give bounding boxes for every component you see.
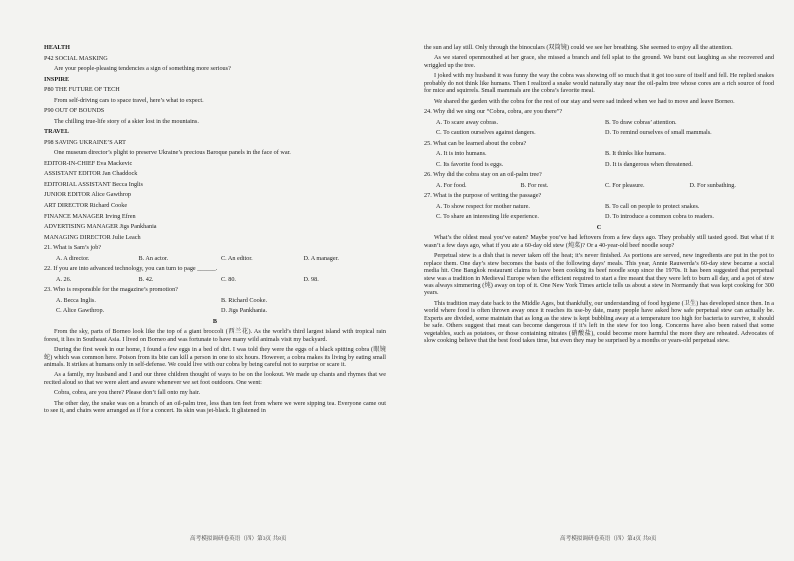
paragraph: We shared the garden with the cobra for the rest of our stay and were sad indeed when we had to move and leave Borneo. [434, 97, 735, 105]
section-heading-b: B [212, 317, 218, 325]
contents-line: The chilling true-life story of a skier lost in the mountains. [54, 117, 199, 125]
option-b: B. 42. [138, 275, 154, 283]
page-footer-left: 高考模拟调研卷英语（四）第3页 共8页 [190, 536, 287, 542]
option-d: D. To introduce a common cobra to readers. [605, 213, 714, 221]
contents-line: P98 SAVING UKRAINE’S ART [44, 138, 126, 146]
contents-line: FINANCE MANAGER Irving Efren [44, 212, 136, 220]
option-c: C. For pleasure. [605, 181, 645, 189]
contents-line: MANAGING DIRECTOR Julie Leach [44, 233, 141, 241]
contents-line: ASSISTANT EDITOR Jan Chaddock [44, 170, 138, 178]
options-row [424, 203, 774, 210]
contents-line: From self-driving cars to space travel, here’s what to expect. [54, 96, 204, 104]
option-b: B. Richard Cooke. [221, 296, 268, 304]
contents-line: EDITORIAL ASSISTANT Becca Inglis [44, 180, 143, 188]
option-b: B. To call on people to protect snakes. [605, 202, 700, 210]
option-a: A. To show respect for mother nature. [436, 202, 530, 210]
option-a: A. A director. [56, 254, 90, 262]
option-b: B. To draw cobras’ attention. [605, 118, 677, 126]
contents-line: One museum director’s plight to preserve Ukraine’s precious Baroque panels in the face of war. [54, 149, 291, 157]
options-row [424, 213, 774, 220]
options-row [44, 255, 386, 262]
contents-line: P80 THE FUTURE OF TECH [44, 86, 120, 94]
right-column [424, 44, 774, 347]
question-24 [424, 108, 774, 137]
contents-list [44, 44, 386, 241]
option-a: A. For food. [436, 181, 467, 189]
page-footer-right: 高考模拟调研卷英语（四）第4页 共8页 [560, 536, 657, 542]
paragraph: the sun and lay still. Only through the binoculars (双筒镜) could we see her breathing. She seemed to enjoy all the attention. [424, 44, 733, 51]
option-d: D. To remind ourselves of small mammals. [605, 129, 712, 137]
option-a: A. It is into humans. [436, 150, 487, 158]
option-a: A. 26. [56, 275, 72, 283]
section-label: HEALTH [44, 44, 70, 51]
question-27 [424, 192, 774, 221]
contents-line: P90 OUT OF BOUNDS [44, 107, 105, 115]
question-stem: 27. What is the purpose of writing the passage? [424, 192, 542, 200]
question-22 [44, 265, 386, 283]
option-b: B. It thinks like humans. [605, 150, 666, 158]
paragraph: As we stared openmouthed at her grace, she missed a branch and fell splat to the ground. We burst out laughing as she recovered and wriggled up the tree. [424, 54, 774, 69]
paragraph: This tradition may date back to the Middle Ages, but thankfully, our understanding of food hygiene (卫生) has developed since then. In a world where food is often thrown away once it reaches its use-by date, many people have asked how safe perpetual stew can actually be. Experts are divided, some maintain that as long as the stew is kept bubbling away at a temperature too high for bacteria to survive, it should be safe. Others suggest that meat can become dangerous if it’s left in the stew for too long. Concerns have also been raised that some vegetables, such as potatoes, or those containing nitrates (硝酸盐), could become more harmful the more they are reheated. Advocates of slow cooking believe that the best food takes time, but even they may be surprised by a months or years-old perpetual stew. [424, 299, 774, 345]
paragraph: Perpetual stew is a dish that is never taken off the heat; it’s never finished. As portions are served, new ingredients are put in the pot to replace them. One day’s stew becomes the basis of the following days’ meals. This year, Annie Rauwerda’s 60-day stew became a social media hit. One Bangkok restaurant claims to have been cooking its beef noodle soup since the 1970s. It has been suggested that perpetual stew was a tradition in Medieval Europe when the efficient required to start a fire meant that they were left to burn all day, and a pot of stew was always simmering (炖) away on top of it. One New York Times article tells us about a stew in Normandy that was kept cooking for 300 years. [424, 252, 774, 297]
question-21 [44, 244, 386, 262]
question-26 [424, 171, 774, 189]
section-heading-c: C [596, 223, 602, 231]
question-23 [44, 286, 386, 315]
options-row [424, 150, 774, 157]
passage-b [44, 328, 386, 414]
option-a: A. To scare away cobras. [436, 118, 498, 126]
question-stem: 22. If you are into advanced technology, you can turn to page ______. [44, 265, 218, 273]
option-b: B. An actor. [138, 254, 169, 262]
options-row [44, 307, 386, 314]
passage-b-continued [424, 44, 774, 105]
option-d: D. For sunbathing. [689, 181, 736, 189]
paragraph: From the sky, parts of Borneo look like the top of a giant broccoli (西兰花). As the world’s third largest island with tropical rain forest, it lies in Southeast Asia. I lived on Borneo and was fortunate to have many wild animals visit my backyard. [44, 328, 386, 343]
option-d: D. 98. [303, 275, 319, 283]
option-d: D. It is dangerous when threatened. [605, 160, 693, 168]
option-c: C. 80. [221, 275, 236, 283]
paragraph: What’s the oldest meal you’ve eaten? Maybe you’ve had leftovers from a few days ago. They probably still tasted good. But what if it wasn’t a few days ago, what if you ate a 60-day old stew (炖菜)? Or a 40-year-old beef noodle soup? [424, 234, 774, 249]
option-a: A. Becca Inglis. [56, 296, 96, 304]
contents-line: ART DIRECTOR Richard Cooke [44, 201, 128, 209]
paragraph: I joked with my husband it was funny the way the cobra was showing off so much that it got too sure of itself and fell. He replied snakes probably do not think like humans. Then I realized a snake would naturally stay near the oil-palm tree whose cores are a rich source of food for mice and squirrels. Small mammals are the cobra’s favorite meal. [424, 72, 774, 95]
option-c: C. Its favorite food is eggs. [436, 160, 504, 168]
options-row [424, 119, 774, 126]
question-stem: 21. What is Sam’s job? [44, 244, 102, 252]
option-b: B. For rest. [520, 181, 549, 189]
option-d: D. Jigs Pankhania. [221, 307, 268, 315]
chant-line: Cobra, cobra, are you there? Please don’t fall onto my hair. [54, 389, 201, 397]
contents-line: Are your people-pleasing tendencies a sign of something more serious? [54, 65, 231, 73]
section-label: TRAVEL [44, 128, 69, 136]
option-c: C. To share an interesting life experience. [436, 213, 539, 221]
left-column [44, 44, 386, 418]
paragraph: The other day, the snake was on a branch of an oil-palm tree, less than ten feet from where we were sipping tea. Everyone came out to see it, and chairs were arranged as if for a concert. Its skin was jet-black. It glistened in [44, 399, 386, 415]
option-d: D. A manager. [303, 254, 339, 262]
question-stem: 23. Who is responsible for the magazine’s promotion? [44, 286, 178, 294]
paragraph: During the first week in our home, I found a few eggs in a bed of dirt. I was told they were the eggs of a black spitting cobra (眼镜蛇) which was common here. Poison from its bite can kill a person in one to six hours. However, a cobra makes its living by eating small animals. It strikes at humans only in self-defense. We could live with our cobra by being careful not to surprise or scare it. [44, 346, 386, 368]
options-row [44, 297, 386, 304]
paragraph: As a family, my husband and I and our three children thought of ways to be on the lookout. We made up chants and rhymes that we recited aloud so that we were alert and aware whenever we set foot outdoors. One went: [44, 371, 386, 386]
options-row [424, 129, 774, 136]
question-25 [424, 140, 774, 169]
contents-line: JUNIOR EDITOR Alice Gawthrop [44, 191, 132, 199]
question-stem: 26. Why did the cobra stay on an oil-palm tree? [424, 171, 542, 179]
option-c: C. An editor. [221, 254, 253, 262]
contents-line: ADVERTISING MANAGER Jigs Pankhania [44, 223, 157, 231]
options-row [44, 276, 386, 283]
question-stem: 24. Why did we sing our “Cobra, cobra, are you there”? [424, 108, 563, 116]
section-label: INSPIRE [44, 75, 70, 83]
option-c: C. Alice Gawthrop. [56, 307, 105, 315]
options-row [424, 182, 774, 189]
question-stem: 25. What can be learned about the cobra? [424, 139, 527, 147]
option-c: C. To caution ourselves against dangers. [436, 129, 536, 137]
contents-line: P42 SOCIAL MASKING [44, 54, 108, 62]
passage-c [424, 234, 774, 344]
options-row [424, 161, 774, 168]
contents-line: EDITOR-IN-CHIEF Eva Mackevic [44, 159, 133, 167]
